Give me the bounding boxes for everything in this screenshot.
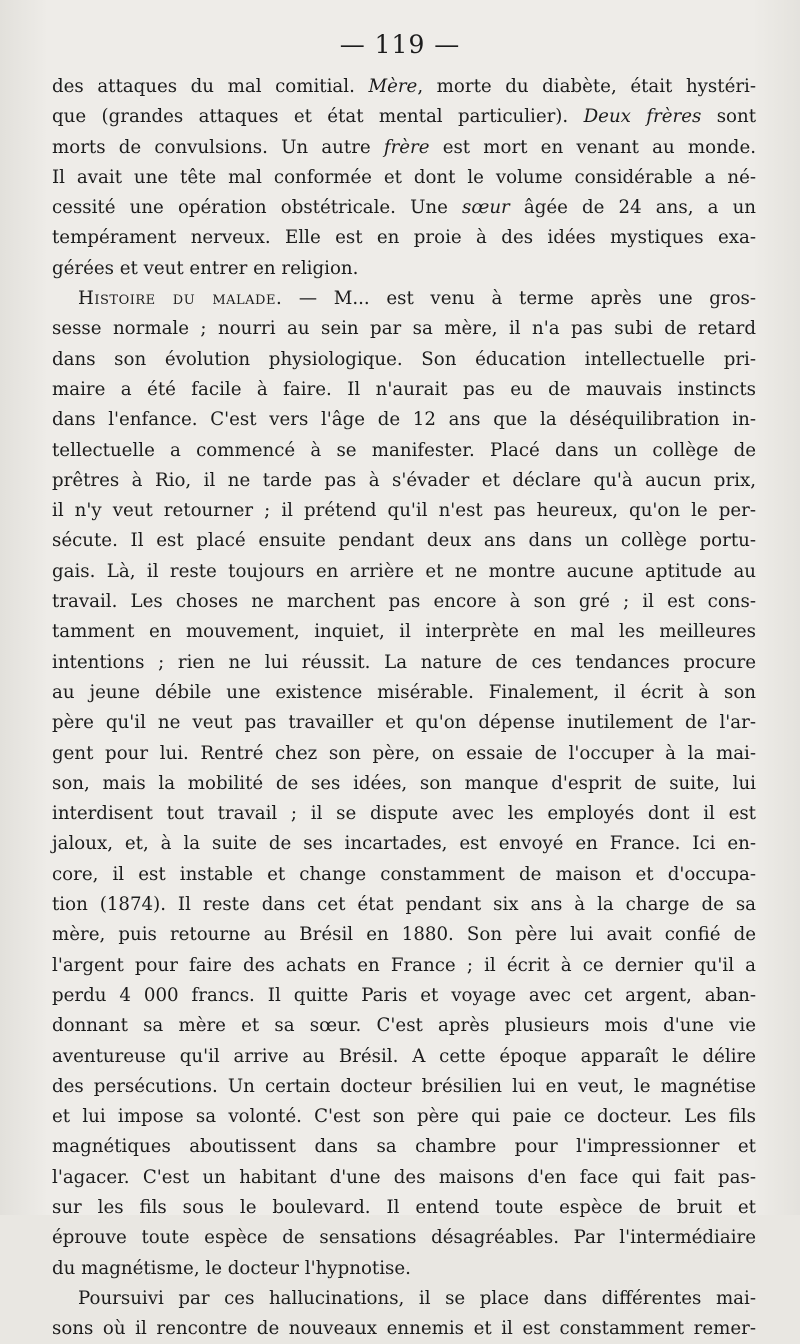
text-line <box>52 405 756 435</box>
text-line <box>52 739 756 769</box>
text-line <box>52 1042 756 1072</box>
text-segment: éprouve toute espèce de sensations désagréables. Par l'intermédiaire <box>52 1227 756 1249</box>
text-segment: core, il est instable et change constamment de maison et d'occupa- <box>52 863 756 885</box>
text-segment: tamment en mouvement, inquiet, il interprète en mal les meilleures <box>52 621 756 643</box>
text-segment: Il avait une tête mal conformée et dont le volume considérable a né- <box>52 166 756 188</box>
text-line <box>52 1254 756 1284</box>
text-line <box>52 860 756 890</box>
text-segment: cessité une opération obstétricale. Une <box>52 197 463 219</box>
text-line <box>52 769 756 799</box>
text-segment: père qu'il ne veut pas travailler et qu'on dépense inutilement de l'ar- <box>52 712 756 734</box>
text-segment: perdu 4 000 francs. Il quitte Paris et voyage avec cet argent, aban- <box>52 984 756 1006</box>
text-line <box>52 1223 756 1253</box>
text-segment: et lui impose sa volonté. C'est son père qui paie ce docteur. Les fils <box>52 1106 756 1128</box>
text-line <box>52 72 756 102</box>
text-segment: que (grandes attaques et état mental particulier). <box>52 106 584 128</box>
text-line <box>52 557 756 587</box>
text-segment: dans l'enfance. C'est vers l'âge de 12 ans que la déséquilibration in- <box>52 409 756 431</box>
text-segment: mère, puis retourne au Brésil en 1880. Son père lui avait confié de <box>52 924 756 946</box>
text-line <box>52 223 756 253</box>
text-segment: intentions ; rien ne lui réussit. La nature de ces tendances procure <box>52 651 756 673</box>
text-segment: interdisent tout travail ; il se dispute avec les employés dont il est <box>52 803 756 825</box>
text-segment: Poursuivi par ces hallucinations, il se place dans différentes mai- <box>78 1287 756 1309</box>
text-segment: gérées et veut entrer en religion. <box>52 257 359 279</box>
text-line <box>52 284 756 314</box>
text-line <box>52 133 756 163</box>
text-segment: travail. Les choses ne marchent pas encore à son gré ; il est cons- <box>52 591 756 613</box>
text-line <box>52 708 756 738</box>
text-segment: l'agacer. C'est un habitant d'une des maisons d'en face qui fait pas- <box>52 1166 756 1188</box>
text-line <box>52 163 756 193</box>
text-segment: sur les fils sous le boulevard. Il entend toute espèce de bruit et <box>52 1196 756 1218</box>
body-text <box>52 72 756 1344</box>
text-line <box>52 375 756 405</box>
text-segment: morts de convulsions. Un autre <box>52 136 384 158</box>
text-segment: gent pour lui. Rentré chez son père, on essaie de l'occuper à la mai- <box>52 742 756 764</box>
text-segment: gais. Là, il reste toujours en arrière et ne montre aucune aptitude au <box>52 560 756 582</box>
text-segment: donnant sa mère et sa sœur. C'est après plusieurs mois d'une vie <box>52 1015 756 1037</box>
text-line <box>52 678 756 708</box>
text-line <box>52 829 756 859</box>
text-line <box>52 496 756 526</box>
section-heading: Histoire du malade. <box>78 288 283 310</box>
text-segment: tion (1874). Il reste dans cet état pendant six ans à la charge de sa <box>52 894 756 916</box>
text-line <box>52 314 756 344</box>
text-line <box>52 890 756 920</box>
text-line <box>52 981 756 1011</box>
text-segment: au jeune débile une existence misérable. Finalement, il écrit à son <box>52 681 756 703</box>
text-segment: sons où il rencontre de nouveaux ennemis et il est constamment remer- <box>52 1318 756 1340</box>
text-segment: âgée de 24 ans, a un <box>509 197 756 219</box>
text-line <box>52 1314 756 1344</box>
text-segment: — M... est venu à terme après une gros- <box>282 288 756 310</box>
text-segment: jaloux, et, à la suite de ses incartades, est envoyé en France. Ici en- <box>52 833 756 855</box>
text-line <box>52 1284 756 1314</box>
text-segment: sont <box>701 106 757 128</box>
text-line <box>52 617 756 647</box>
text-line <box>52 466 756 496</box>
text-line <box>52 1011 756 1041</box>
page-number: — 119 — <box>339 30 461 59</box>
text-line <box>52 1163 756 1193</box>
text-segment: sécute. Il est placé ensuite pendant deux ans dans un collège portu- <box>52 530 756 552</box>
text-line <box>52 1072 756 1102</box>
text-segment: tellectuelle a commencé à se manifester. Placé dans un collège de <box>52 439 756 461</box>
text-line <box>52 951 756 981</box>
text-line <box>52 1132 756 1162</box>
text-line <box>52 193 756 223</box>
text-segment: des persécutions. Un certain docteur brésilien lui en veut, le magnétise <box>52 1075 756 1097</box>
text-line <box>52 648 756 678</box>
text-segment: dans son évolution physiologique. Son éducation intellectuelle pri- <box>52 348 756 370</box>
text-line <box>52 1102 756 1132</box>
text-line <box>52 587 756 617</box>
text-segment: son, mais la mobilité de ses idées, son manque d'esprit de suite, lui <box>52 772 756 794</box>
text-line <box>52 799 756 829</box>
text-line <box>52 1193 756 1223</box>
text-segment: l'argent pour faire des achats en France ; il écrit à ce dernier qu'il a <box>52 954 756 976</box>
text-segment: magnétiques aboutissent dans sa chambre pour l'impressionner et <box>52 1136 756 1158</box>
text-segment: sesse normale ; nourri au sein par sa mère, il n'a pas subi de retard <box>52 318 756 340</box>
text-line <box>52 526 756 556</box>
text-segment: est mort en venant au monde. <box>429 136 756 158</box>
italic-text: Deux frères <box>583 106 702 128</box>
text-segment: aventureuse qu'il arrive au Brésil. A cette époque apparaît le délire <box>52 1045 756 1067</box>
text-segment: des attaques du mal comitial. <box>52 76 369 97</box>
text-line <box>52 102 756 132</box>
text-line <box>52 254 756 284</box>
italic-text: frère <box>383 136 430 158</box>
italic-text: Mère <box>368 76 418 97</box>
text-segment: , morte du diabète, était hystéri- <box>417 76 756 97</box>
text-segment: tempérament nerveux. Elle est en proie à des idées mystiques exa- <box>52 227 756 249</box>
italic-text: sœur <box>462 197 510 219</box>
text-line <box>52 436 756 466</box>
text-segment: du magnétisme, le docteur l'hypnotise. <box>52 1257 411 1279</box>
text-segment: il n'y veut retourner ; il prétend qu'il n'est pas heureux, qu'on le per- <box>52 500 756 522</box>
text-line <box>52 345 756 375</box>
text-segment: prêtres à Rio, il ne tarde pas à s'évader et déclare qu'à aucun prix, <box>52 469 756 491</box>
text-line <box>52 920 756 950</box>
text-segment: maire a été facile à faire. Il n'aurait pas eu de mauvais instincts <box>52 378 756 400</box>
